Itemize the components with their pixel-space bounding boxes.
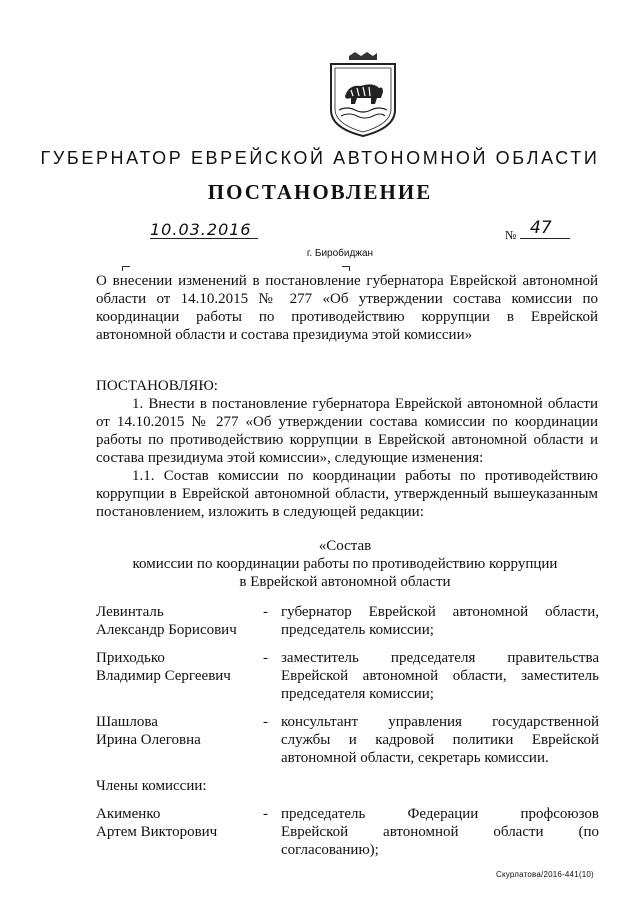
member-role-line: председатель Федерации профсоюзов: [281, 806, 599, 822]
decree-word: ПОСТАНОВЛЯЮ:: [96, 378, 218, 394]
member-role-line: консультант управления государственной: [281, 714, 599, 730]
dash: -: [263, 650, 268, 666]
dash: -: [263, 806, 268, 822]
title-line: автономной области и состава президиума этой комиссии»: [96, 327, 473, 343]
member-surname: Акименко: [96, 806, 161, 822]
member-role-line: председателя комиссии;: [281, 686, 434, 702]
member-given-name: Ирина Олеговна: [96, 732, 201, 748]
document-number: 47: [530, 218, 552, 238]
document-date: 10.03.2016: [150, 220, 252, 239]
issuing-authority: ГУБЕРНАТОР ЕВРЕЙСКОЙ АВТОНОМНОЙ ОБЛАСТИ: [40, 148, 600, 168]
title-corner-left: [122, 266, 130, 271]
member-role-line: службы и кадровой политики Еврейской: [281, 732, 599, 748]
paragraph-line: работы по противодействию коррупции в Еврейской автономной области и: [96, 432, 598, 448]
member-surname: Приходько: [96, 650, 165, 666]
title-corner-right: [342, 266, 350, 271]
member-given-name: Артем Викторович: [96, 824, 218, 840]
members-label: Члены комиссии:: [96, 778, 207, 794]
composition-heading: в Еврейской автономной области: [239, 574, 451, 590]
footer-code: Скурлатова/2016-441(10): [496, 870, 594, 879]
composition-heading: «Состав: [318, 538, 372, 554]
member-given-name: Владимир Сергеевич: [96, 668, 231, 684]
dash: -: [263, 604, 268, 620]
number-sign: №: [505, 228, 517, 242]
member-given-name: Александр Борисович: [96, 622, 237, 638]
paragraph-line: 1. Внести в постановление губернатора Еврейской автономной области: [132, 396, 598, 412]
date-underline: [150, 238, 258, 239]
member-surname: Левинталь: [96, 604, 164, 620]
member-role-line: Еврейской автономной области, заместитель: [281, 668, 599, 684]
title-line: О внесении изменений в постановление губернатора Еврейской автономной: [96, 273, 598, 289]
paragraph-line: от 14.10.2015 № 277 «Об утверждении состава комиссии по координации: [96, 414, 598, 430]
paragraph-line: состава президиума этой комиссии», следующие изменения:: [96, 450, 484, 466]
composition-heading: комиссии по координации работы по противодействию коррупции: [132, 556, 558, 572]
city: г. Биробиджан: [306, 248, 374, 259]
member-role-line: заместитель председателя правительства: [281, 650, 599, 666]
coat-of-arms-emblem: [327, 52, 399, 138]
member-role-line: председатель комиссии;: [281, 622, 434, 638]
member-role-line: губернатор Еврейской автономной области,: [281, 604, 599, 620]
member-role-line: Еврейской автономной области (по: [281, 824, 599, 840]
document-type: ПОСТАНОВЛЕНИЕ: [207, 180, 433, 204]
member-role-line: автономной области, секретарь комиссии.: [281, 750, 549, 766]
member-role-line: согласованию);: [281, 842, 379, 858]
paragraph-line: постановлением, изложить в следующей редакции:: [96, 504, 424, 520]
dash: -: [263, 714, 268, 730]
number-underline: [520, 238, 570, 239]
title-line: координации работы по противодействию коррупции в Еврейской: [96, 309, 598, 325]
paragraph-line: коррупции в Еврейской автономной области, утвержденный вышеуказанным: [96, 486, 598, 502]
member-surname: Шашлова: [96, 714, 158, 730]
paragraph-line: 1.1. Состав комиссии по координации работы по противодействию: [132, 468, 598, 484]
title-line: области от 14.10.2015 № 277 «Об утверждении состава комиссии по: [96, 291, 598, 307]
